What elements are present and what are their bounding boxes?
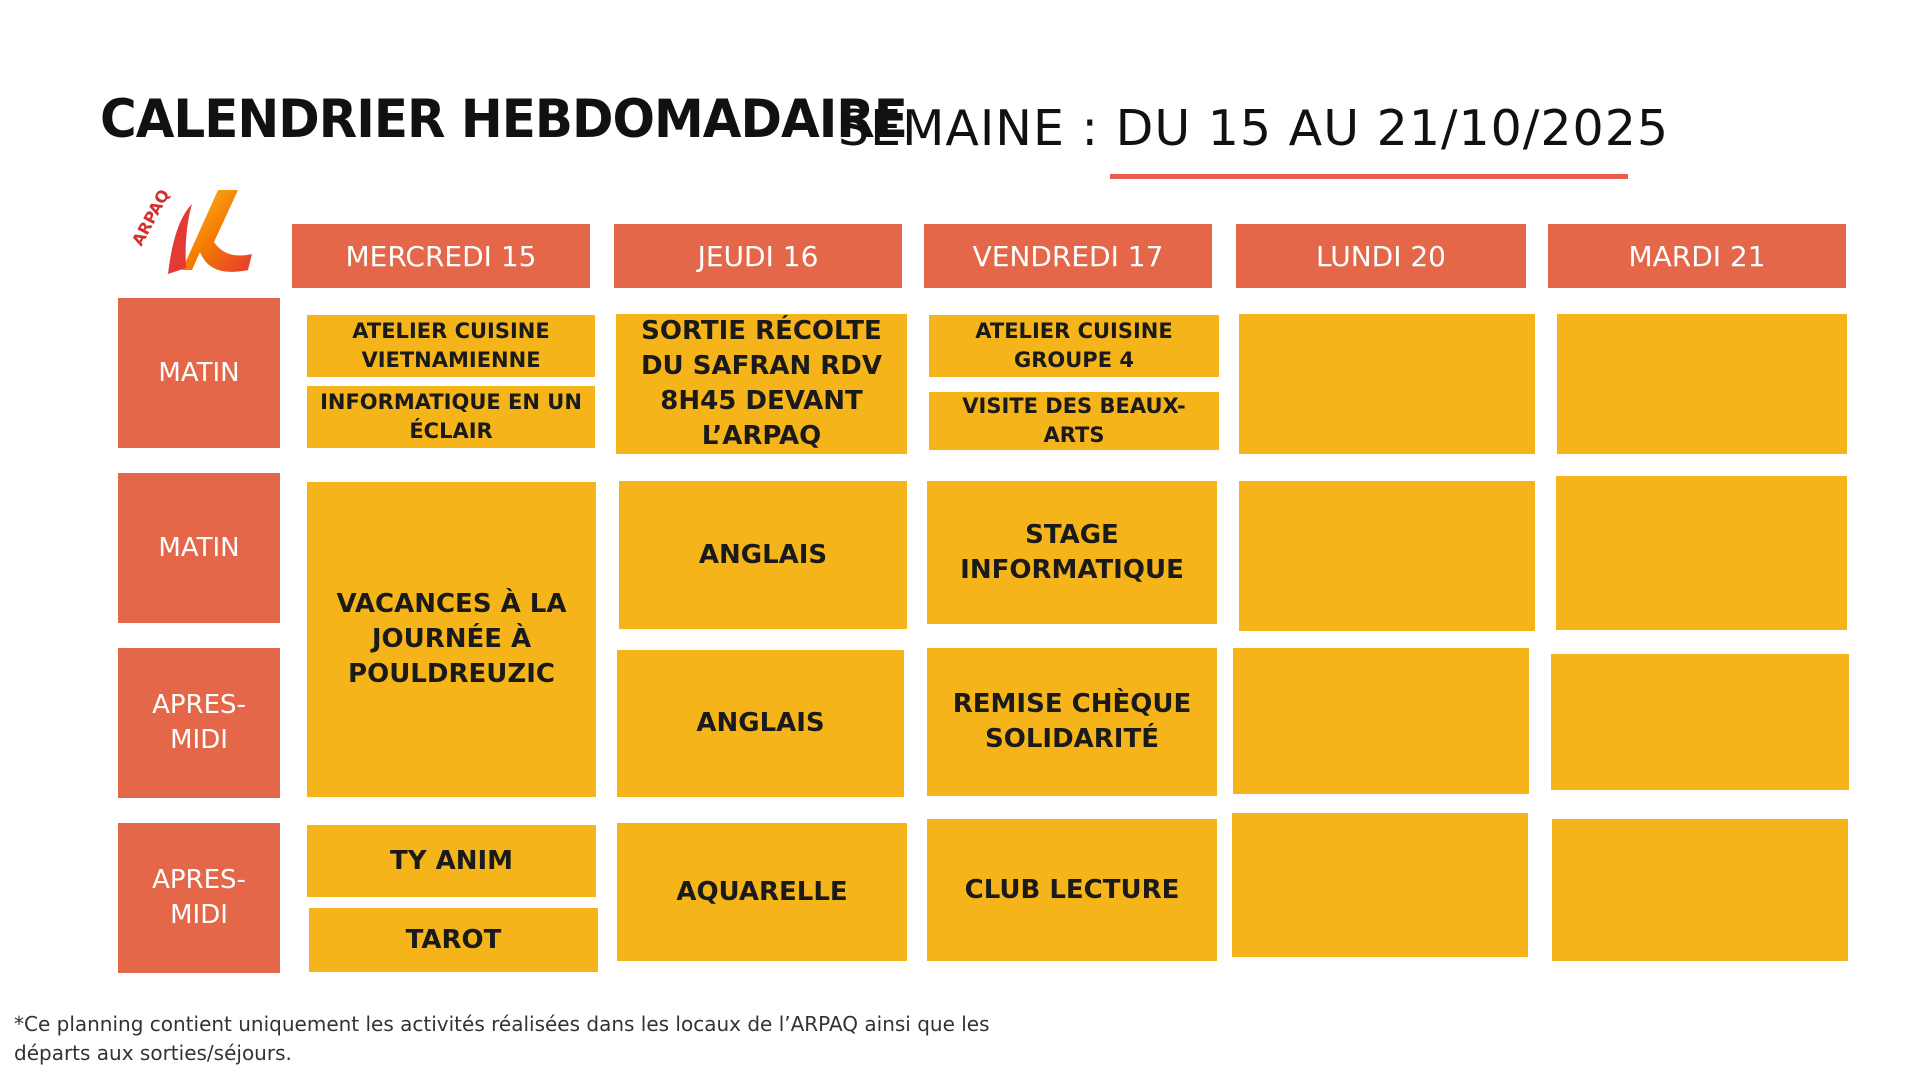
- day-header-lundi: LUNDI 20: [1236, 224, 1526, 288]
- empty-cell: [1557, 314, 1847, 454]
- empty-cell: [1551, 654, 1849, 790]
- week-label: SEMAINE : DU 15 AU 21/10/2025: [838, 100, 1670, 157]
- period-label: MATIN: [118, 298, 280, 448]
- week-underline: [1110, 174, 1628, 179]
- activity-cell: VACANCES À LA JOURNÉE À POULDREUZIC: [307, 482, 596, 797]
- day-header-mercredi: MERCREDI 15: [292, 224, 590, 288]
- period-label: APRES-MIDI: [118, 648, 280, 798]
- page-title: CALENDRIER HEBDOMADAIRE: [100, 88, 907, 150]
- activity-cell: ANGLAIS: [617, 650, 904, 797]
- day-header-vendredi: VENDREDI 17: [924, 224, 1212, 288]
- activity-cell: REMISE CHÈQUE SOLIDARITÉ: [927, 648, 1217, 796]
- activity-cell: SORTIE RÉCOLTE DU SAFRAN RDV 8H45 DEVANT L’ARPAQ: [616, 314, 907, 454]
- empty-cell: [1556, 476, 1847, 630]
- empty-cell: [1239, 314, 1535, 454]
- logo-text: ARPAQ: [128, 186, 174, 249]
- footnote: *Ce planning contient uniquement les activités réalisées dans les locaux de l’ARPAQ ainsi que les départs aux sorties/séjours.: [14, 1012, 990, 1065]
- day-header-jeudi: JEUDI 16: [614, 224, 902, 288]
- activity-cell: TY ANIM: [307, 825, 596, 897]
- activity-cell: ANGLAIS: [619, 481, 907, 629]
- day-header-mardi: MARDI 21: [1548, 224, 1846, 288]
- activity-cell: CLUB LECTURE: [927, 819, 1217, 961]
- period-label: APRES-MIDI: [118, 823, 280, 973]
- activity-cell: AQUARELLE: [617, 823, 907, 961]
- activity-cell: ATELIER CUISINE VIETNAMIENNE: [307, 315, 595, 377]
- activity-cell: TAROT: [309, 908, 598, 972]
- empty-cell: [1239, 481, 1535, 631]
- empty-cell: [1552, 819, 1848, 961]
- activity-cell: INFORMATIQUE EN UN ÉCLAIR: [307, 386, 595, 448]
- empty-cell: [1232, 813, 1528, 957]
- empty-cell: [1233, 648, 1529, 794]
- activity-cell: ATELIER CUISINE GROUPE 4: [929, 315, 1219, 377]
- activity-cell: VISITE DES BEAUX-ARTS: [929, 392, 1219, 450]
- period-label: MATIN: [118, 473, 280, 623]
- activity-cell: STAGE INFORMATIQUE: [927, 481, 1217, 624]
